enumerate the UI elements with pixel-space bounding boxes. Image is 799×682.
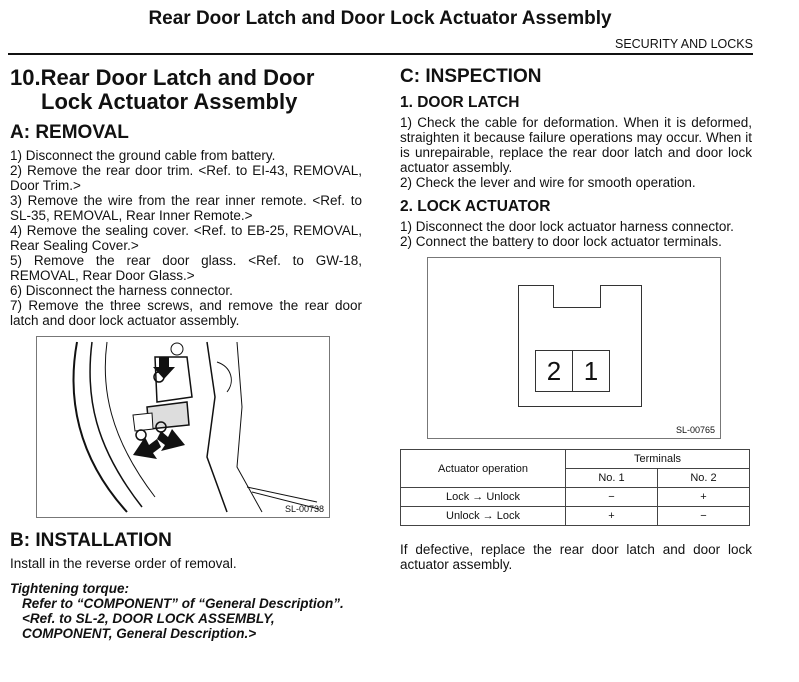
section-label: SECURITY AND LOCKS bbox=[614, 37, 753, 51]
chapter-heading bbox=[10, 66, 362, 114]
door-latch-title: 1. DOOR LATCH bbox=[400, 94, 520, 111]
torque-label: Tightening torque: bbox=[10, 581, 129, 596]
installation-text: Install in the reverse order of removal. bbox=[10, 556, 237, 571]
terminal-2: 2 bbox=[535, 350, 573, 392]
removal-step-1: 1) Disconnect the ground cable from battery. bbox=[10, 148, 276, 163]
row-no2: + bbox=[658, 488, 750, 507]
title-divider bbox=[8, 53, 753, 55]
removal-title: A: REMOVAL bbox=[10, 122, 129, 143]
removal-step-4: 4) Remove the sealing cover. <Ref. to EB-25, REMOVAL, Rear Sealing Cover.> bbox=[10, 223, 362, 253]
left-column bbox=[10, 66, 362, 641]
removal-step-7: 7) Remove the three screws, and remove the rear door latch and door lock actuator assembly. bbox=[10, 298, 362, 328]
installation-title: B: INSTALLATION bbox=[10, 530, 172, 551]
connector-figure-code: SL-00765 bbox=[675, 425, 715, 435]
chapter-heading-line2: Lock Actuator Assembly bbox=[41, 89, 298, 114]
terminal-table bbox=[400, 449, 750, 526]
header-no2: No. 2 bbox=[658, 469, 750, 488]
door-latch-illustration bbox=[37, 337, 329, 517]
door-latch-step-2: 2) Check the lever and wire for smooth operation. bbox=[400, 175, 696, 190]
lock-actuator-title: 2. LOCK ACTUATOR bbox=[400, 198, 551, 215]
removal-step-5: 5) Remove the rear door glass. <Ref. to GW-18, REMOVAL, Rear Door Glass.> bbox=[10, 253, 362, 283]
row-operation: Unlock → Lock bbox=[401, 507, 566, 526]
removal-step-6: 6) Disconnect the harness connector. bbox=[10, 283, 233, 298]
removal-figure-code: SL-00738 bbox=[284, 504, 324, 514]
row-no1: − bbox=[566, 488, 658, 507]
inspection-title: C: INSPECTION bbox=[400, 66, 542, 87]
connector-latch-tab bbox=[553, 285, 601, 308]
row-no2: − bbox=[658, 507, 750, 526]
lock-actuator-step-2: 2) Connect the battery to door lock actuator terminals. bbox=[400, 234, 722, 249]
table-row bbox=[401, 488, 750, 507]
connector-figure bbox=[427, 257, 721, 439]
header-no1: No. 1 bbox=[566, 469, 658, 488]
header-operation: Actuator operation bbox=[401, 450, 566, 488]
door-latch-step-1: 1) Check the cable for deformation. When it is deformed, straighten it because failure operations may occur. When it is unrepairable, replace the rear door latch and door lock actuator assembly. bbox=[400, 115, 752, 175]
header-terminals: Terminals bbox=[566, 450, 750, 469]
row-no1: + bbox=[566, 507, 658, 526]
row-operation: Lock → Unlock bbox=[401, 488, 566, 507]
chapter-heading-line1: 10.Rear Door Latch and Door bbox=[10, 65, 315, 90]
lock-actuator-step-1: 1) Disconnect the door lock actuator harness connector. bbox=[400, 219, 734, 234]
removal-figure bbox=[36, 336, 330, 518]
page-title: Rear Door Latch and Door Lock Actuator Assembly bbox=[148, 8, 612, 29]
removal-step-3: 3) Remove the wire from the rear inner remote. <Ref. to SL-35, REMOVAL, Rear Inner Remote.> bbox=[10, 193, 362, 223]
right-column bbox=[400, 66, 752, 572]
terminal-1: 1 bbox=[572, 350, 610, 392]
removal-step-2: 2) Remove the rear door trim. <Ref. to EI-43, REMOVAL, Door Trim.> bbox=[10, 163, 362, 193]
table-row bbox=[401, 507, 750, 526]
torque-text: Refer to “COMPONENT” of “General Description”. <Ref. to SL-2, DOOR LOCK ASSEMBLY, COMPONENT, General Description.> bbox=[22, 596, 344, 641]
defective-text: If defective, replace the rear door latch and door lock actuator assembly. bbox=[400, 542, 752, 572]
